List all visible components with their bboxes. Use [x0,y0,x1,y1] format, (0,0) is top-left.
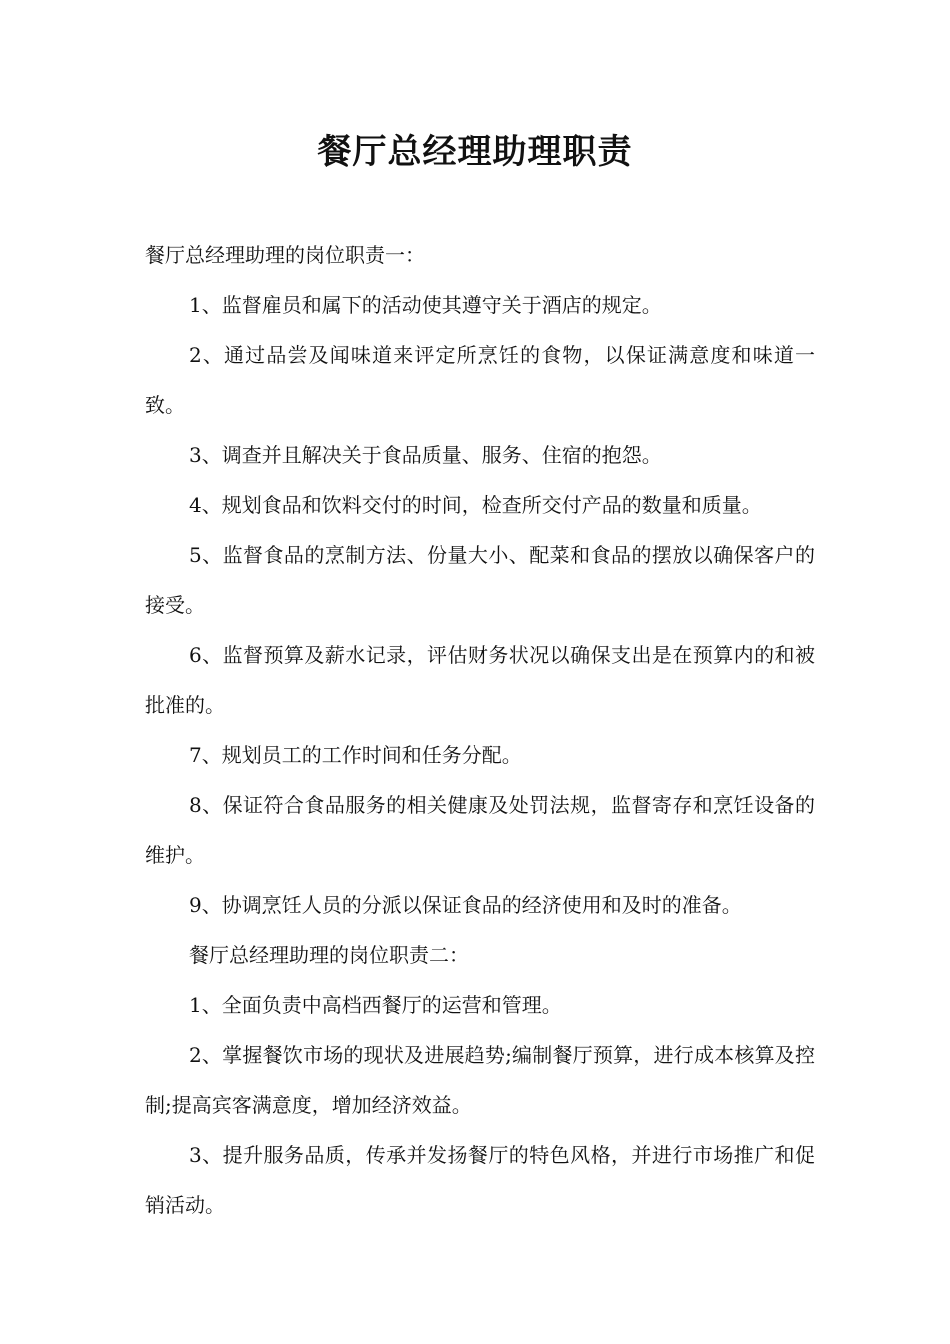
paragraph: 8、保证符合食品服务的相关健康及处罚法规，监督寄存和烹饪设备的维护。 [145,793,815,867]
paragraph: 4、规划食品和饮料交付的时间，检查所交付产品的数量和质量。 [189,493,762,517]
paragraph: 3、调查并且解决关于食品质量、服务、住宿的抱怨。 [189,443,662,467]
section-heading-1: 餐厅总经理助理的岗位职责一： [145,243,425,267]
paragraph: 7、规划员工的工作时间和任务分配。 [189,743,522,767]
paragraph: 1、监督雇员和属下的活动使其遵守关于酒店的规定。 [189,293,662,317]
paragraph: 5、监督食品的烹制方法、份量大小、配菜和食品的摆放以确保客户的接受。 [145,543,815,617]
paragraph: 9、协调烹饪人员的分派以保证食品的经济使用和及时的准备。 [189,893,742,917]
paragraph: 3、提升服务品质，传承并发扬餐厅的特色风格，并进行市场推广和促销活动。 [145,1143,815,1217]
paragraph: 2、通过品尝及闻味道来评定所烹饪的食物，以保证满意度和味道一致。 [145,343,815,417]
paragraph: 6、监督预算及薪水记录，评估财务状况以确保支出是在预算内的和被批准的。 [145,643,815,717]
document-title: 餐厅总经理助理职责 [317,132,633,172]
paragraph: 2、掌握餐饮市场的现状及进展趋势;编制餐厅预算，进行成本核算及控制;提高宾客满意度，增加经济效益。 [145,1043,815,1117]
document-body [145,230,815,1230]
paragraph: 1、全面负责中高档西餐厅的运营和管理。 [189,993,562,1017]
section-heading-2: 餐厅总经理助理的岗位职责二： [189,943,469,967]
